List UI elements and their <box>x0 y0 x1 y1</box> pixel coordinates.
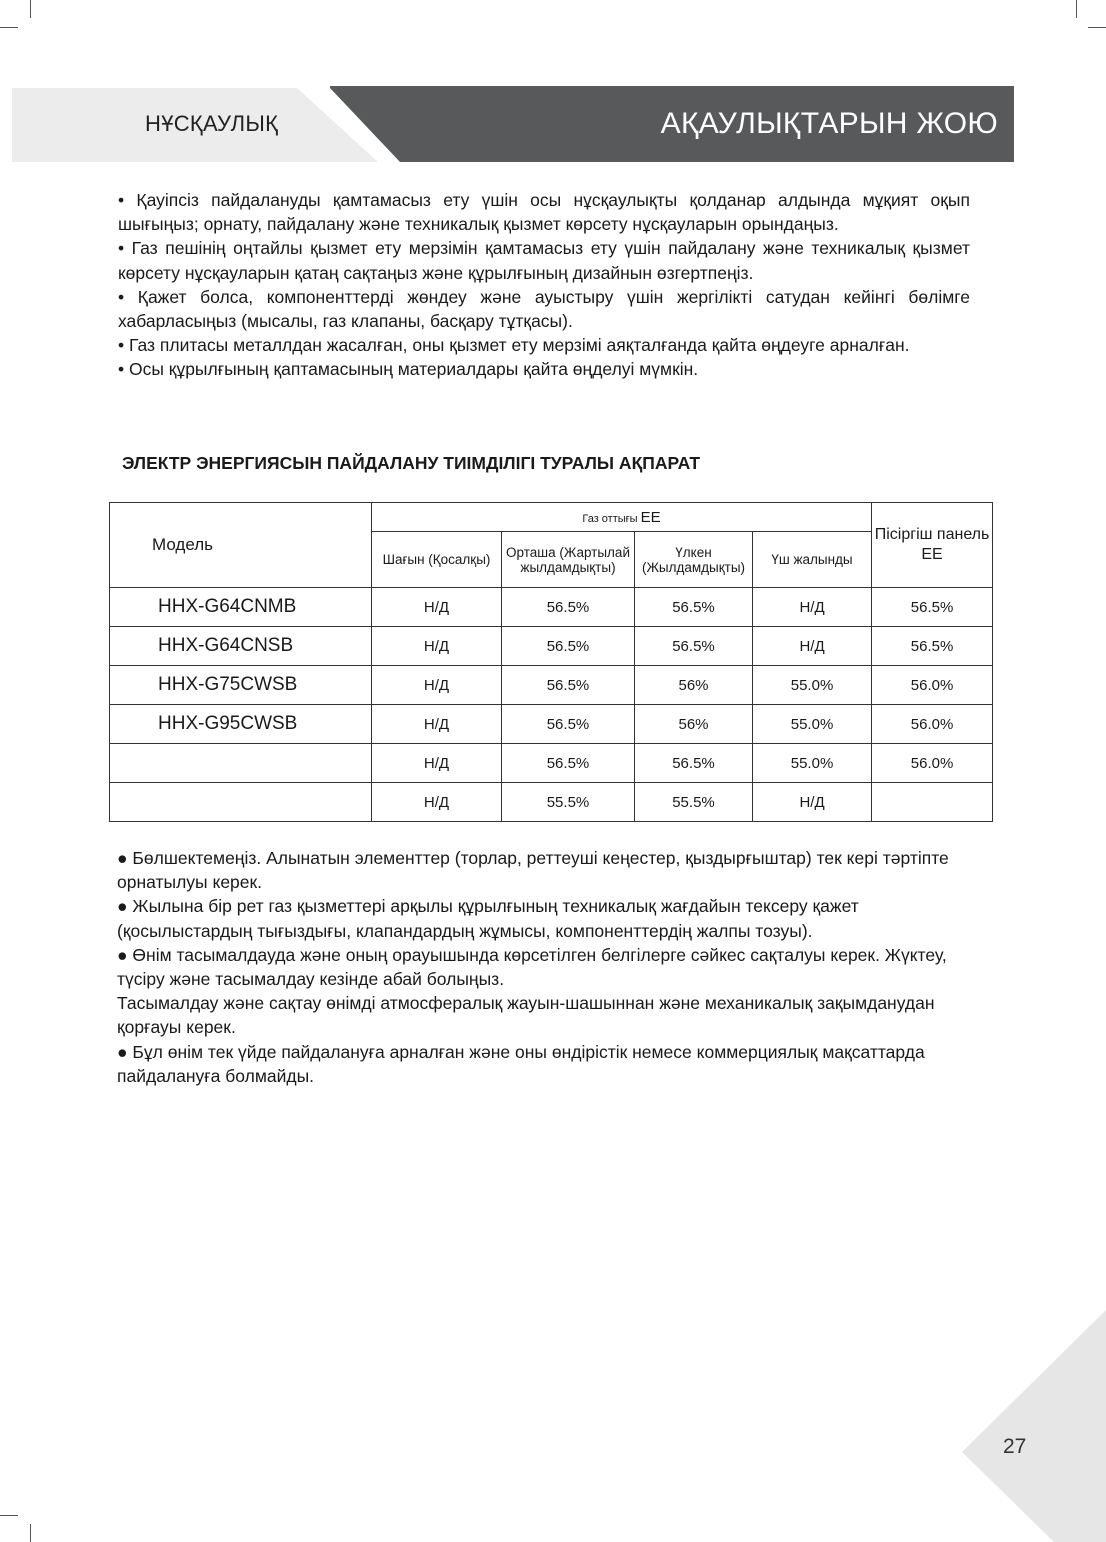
outro-paragraph: ● Бұл өнім тек үйде пайдалануға арналған және оны өндірістік немесе коммерциялық мақсаттарда пайдалануға болмайды. <box>117 1041 925 1086</box>
cell-medium: 56.5% <box>502 588 635 627</box>
header-triple-burner: Үш жалынды <box>753 532 872 588</box>
cell-medium: 55.5% <box>502 783 635 822</box>
cell-small: Н/Д <box>372 666 502 705</box>
outro-paragraph: Тасымалдау және сақтау өнімді атмосфералық жауын-шашыннан және механикалық зақымданудан қорғауы керек. <box>117 993 935 1038</box>
header-left-title: НҰСҚАУЛЫҚ <box>145 111 279 136</box>
intro-paragraph: • Газ плитасы металлдан жасалған, оны қызмет ету мерзімі аяқталғанда қайта өңдеуге арналған. <box>118 335 910 356</box>
cell-model <box>110 744 372 783</box>
cell-large: 56% <box>635 666 753 705</box>
cell-triple: Н/Д <box>753 627 872 666</box>
cell-medium: 56.5% <box>502 705 635 744</box>
cell-medium: 56.5% <box>502 666 635 705</box>
cell-triple: 55.0% <box>753 666 872 705</box>
cell-large: 55.5% <box>635 783 753 822</box>
cell-model: HHX-G75CWSB <box>110 666 372 705</box>
outro-paragraph: ● Өнім тасымалдауда және оның орауышында көрсетілген белгілерге сәйкес сақталуы керек. Жүктеу, түсіру және тасымалдау кезінде абай болыңыз. <box>117 944 947 990</box>
header-gas-burner-label: Газ оттығы <box>582 512 638 525</box>
header-gas-burner-ee: EE <box>640 508 661 526</box>
cell-triple: Н/Д <box>753 783 872 822</box>
header-small-burner: Шағын (Қосалқы) <box>372 532 502 588</box>
intro-paragraph: • Қажет болса, компоненттерді жөндеу және ауыстыру үшін жергілікті сатудан кейінгі бөлімге хабарласыңыз (мысалы, газ клапаны, басқару тұтқасы). <box>118 286 970 332</box>
header-model: Модель <box>110 503 372 588</box>
header-medium-burner: Орташа (Жартылай жылдамдықты) <box>502 532 635 588</box>
cell-medium: 56.5% <box>502 627 635 666</box>
cell-small: Н/Д <box>372 744 502 783</box>
intro-paragraph: • Газ пешінің оңтайлы қызмет ету мерзімін қамтамасыз ету үшін пайдалану және техникалық қызмет көрсету нұсқауларын қатаң сақтаңыз және құрылғының дизайнын өзгертпеңіз. <box>118 238 970 283</box>
cell-small: Н/Д <box>372 588 502 627</box>
outro-paragraph: ● Бөлшектемеңіз. Алынатын элементтер (торлар, реттеуші кеңестер, қыздырғыштар) тек кері тәртіпте орнатылуы керек. <box>117 848 949 893</box>
crop-mark <box>0 27 18 28</box>
cell-hob: 56.0% <box>872 666 993 705</box>
energy-efficiency-table <box>109 502 993 822</box>
outro-text <box>117 846 997 1088</box>
table-row <box>110 627 993 666</box>
cell-model: HHX-G64CNSB <box>110 627 372 666</box>
cell-hob: 56.5% <box>872 588 993 627</box>
cell-hob: 56.0% <box>872 705 993 744</box>
section-title: ЭЛЕКТР ЭНЕРГИЯСЫН ПАЙДАЛАНУ ТИІМДІЛІГІ ТУРАЛЫ АҚПАРАТ <box>122 453 701 473</box>
cell-triple: 55.0% <box>753 744 872 783</box>
crop-mark <box>30 0 31 18</box>
table-row <box>110 783 993 822</box>
cell-large: 56.5% <box>635 744 753 783</box>
header-hob-ee: Пісіргіш панель EE <box>872 503 993 588</box>
cell-hob: 56.5% <box>872 627 993 666</box>
page-corner-decoration <box>962 1310 1106 1542</box>
cell-model <box>110 783 372 822</box>
cell-triple: Н/Д <box>753 588 872 627</box>
table-row <box>110 666 993 705</box>
cell-triple: 55.0% <box>753 705 872 744</box>
header-right-title: АҚАУЛЫҚТАРЫН ЖОЮ <box>660 107 998 140</box>
crop-mark <box>30 1524 31 1542</box>
cell-large: 56% <box>635 705 753 744</box>
cell-hob: 56.0% <box>872 744 993 783</box>
intro-text <box>118 188 970 382</box>
cell-large: 56.5% <box>635 627 753 666</box>
header-large-burner: Үлкен (Жылдамдықты) <box>635 532 753 588</box>
outro-paragraph: ● Жылына бір рет газ қызметтері арқылы құрылғының техникалық жағдайын тексеру қажет (қосылыстардың тығыздығы, клапандардың жұмысы, компоненттердің жалпы тозуы). <box>117 896 859 941</box>
intro-paragraph: • Қауіпсіз пайдалануды қамтамасыз ету үшін осы нұсқаулықты қолданар алдында мұқият оқып шығыңыз; орнату, пайдалану және техникалық қызмет көрсету нұсқауларын орындаңыз. <box>118 190 970 235</box>
cell-small: Н/Д <box>372 627 502 666</box>
table-row <box>110 705 993 744</box>
cell-medium: 56.5% <box>502 744 635 783</box>
cell-small: Н/Д <box>372 705 502 744</box>
table-row <box>110 588 993 627</box>
cell-hob <box>872 783 993 822</box>
crop-mark <box>1076 0 1077 18</box>
crop-mark <box>0 1515 18 1516</box>
crop-mark <box>1088 27 1106 28</box>
page-number: 27 <box>1003 1435 1027 1458</box>
intro-paragraph: • Осы құрылғының қаптамасының материалдары қайта өңделуі мүмкін. <box>118 359 699 380</box>
cell-large: 56.5% <box>635 588 753 627</box>
header-gas-burner <box>372 503 872 532</box>
cell-model: HHX-G95CWSB <box>110 705 372 744</box>
table-row <box>110 744 993 783</box>
cell-small: Н/Д <box>372 783 502 822</box>
cell-model: HHX-G64CNMB <box>110 588 372 627</box>
